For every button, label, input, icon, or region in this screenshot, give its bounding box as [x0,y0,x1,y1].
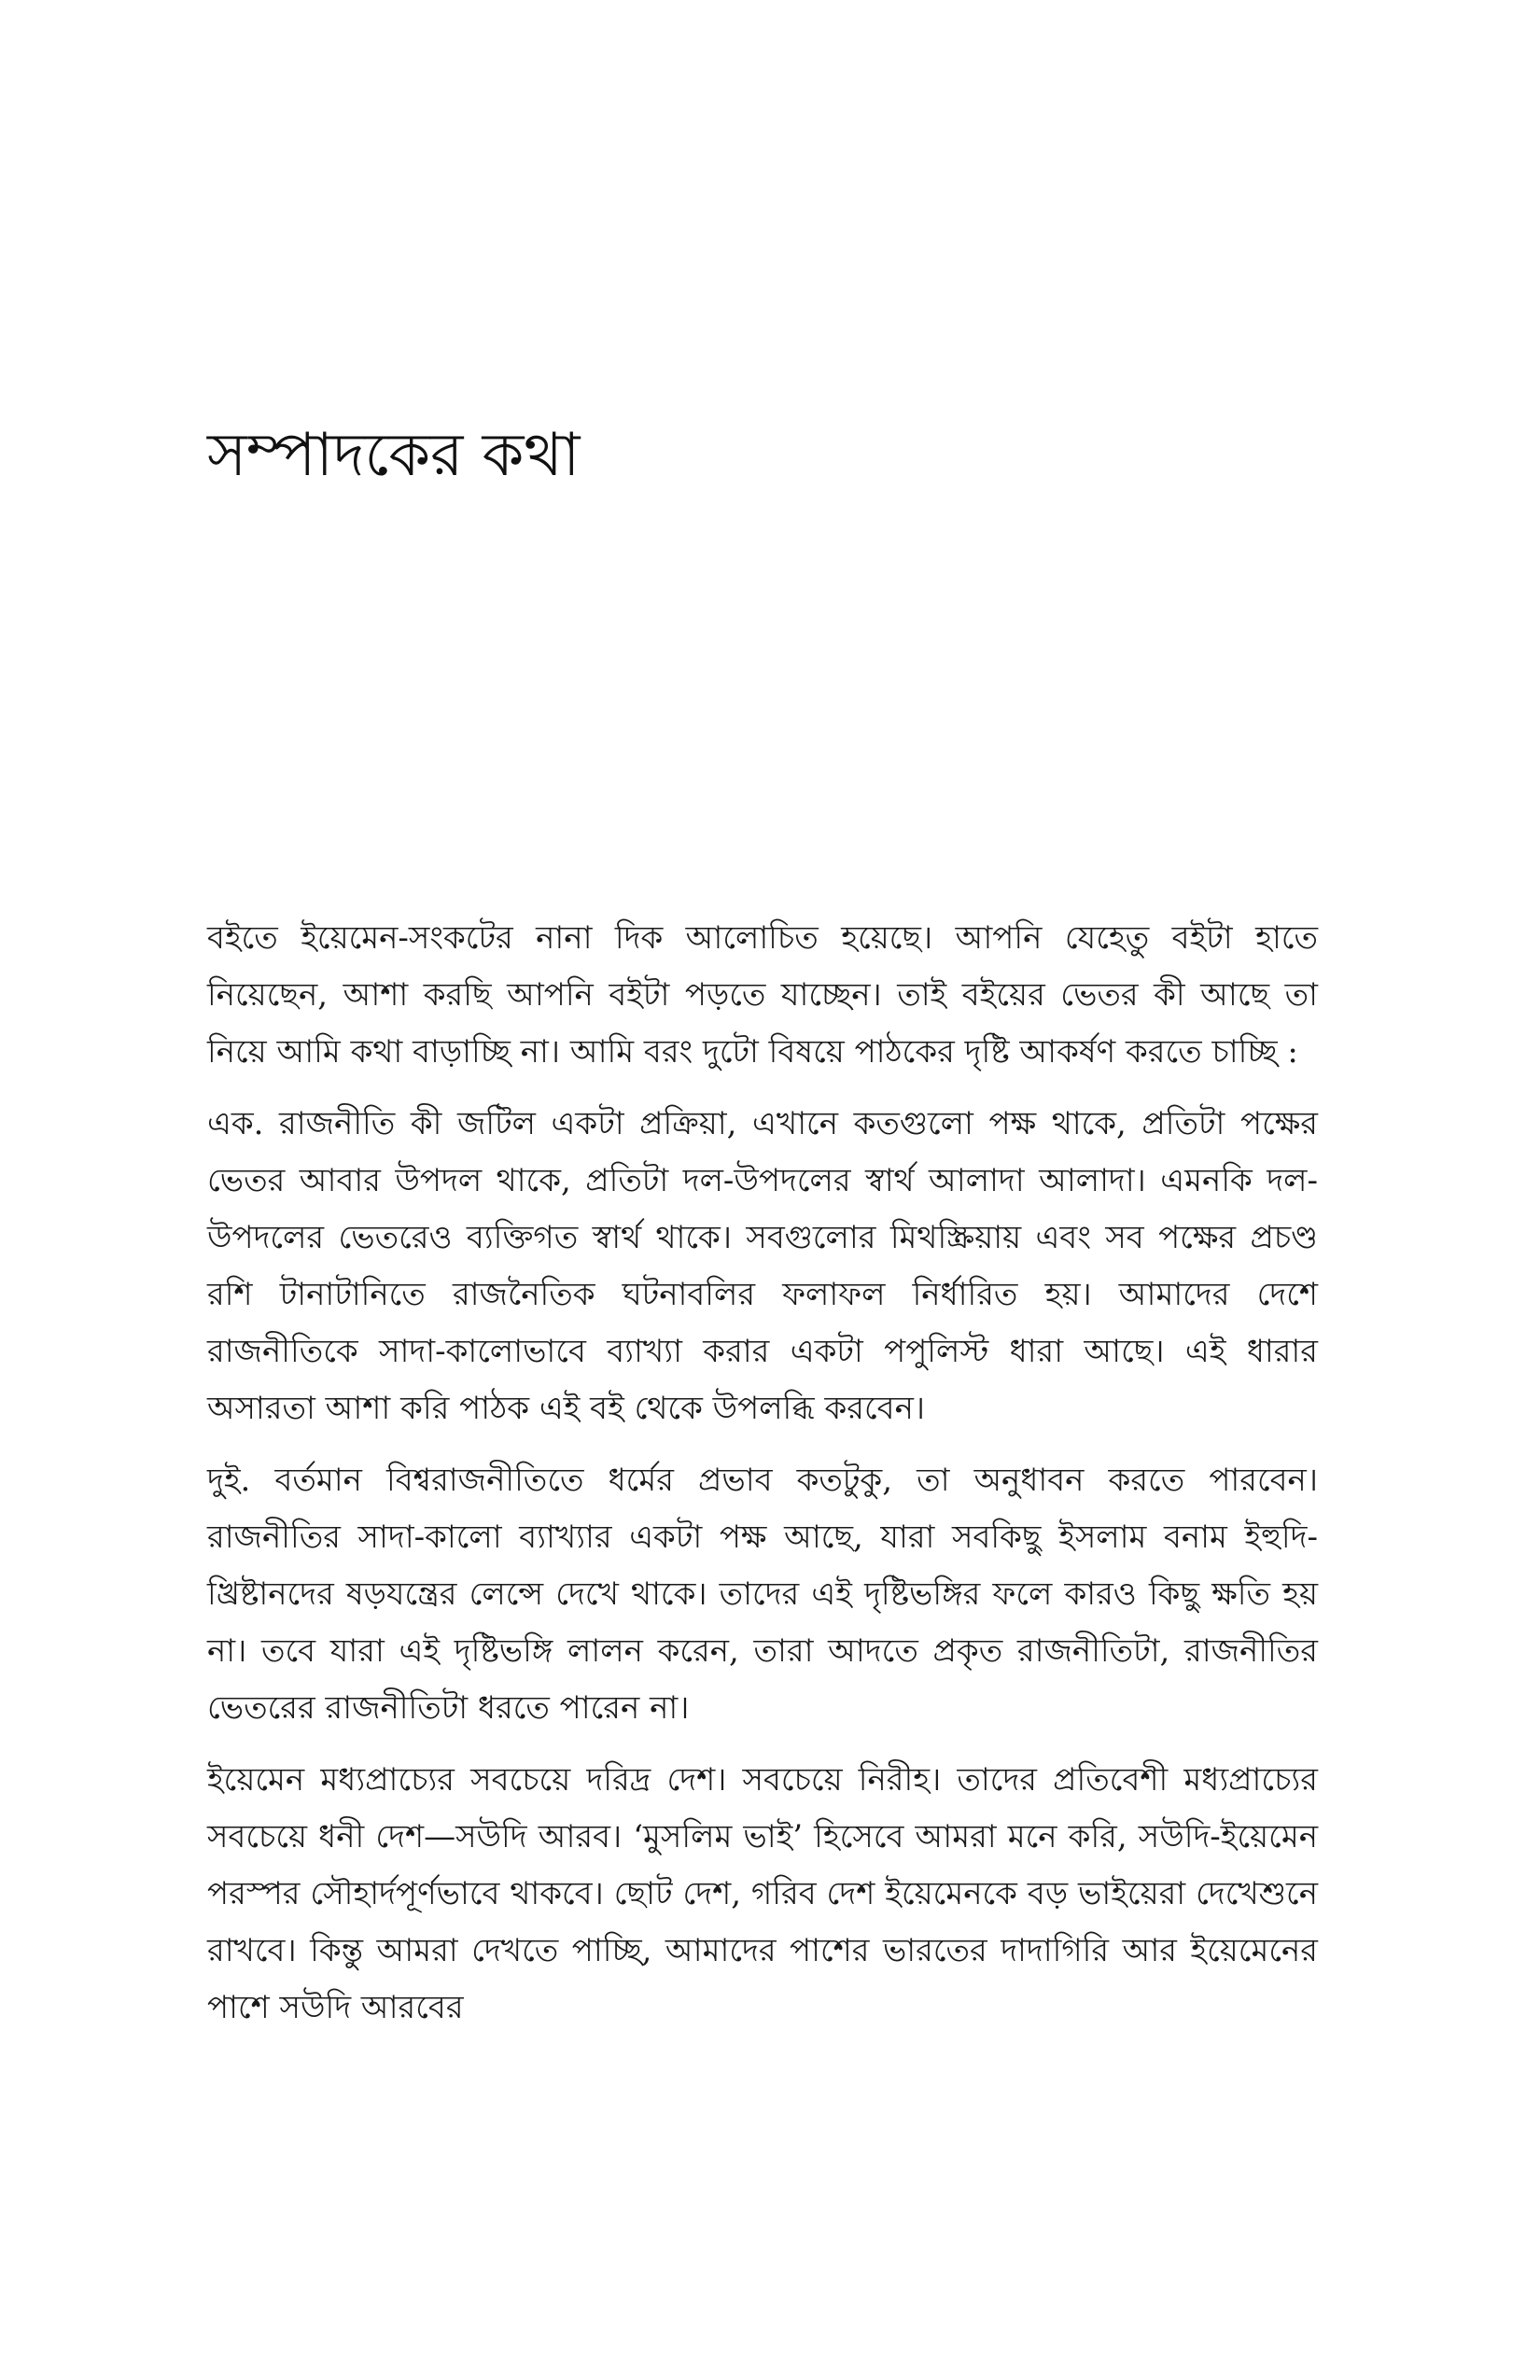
paragraph-yemen: ইয়েমেন মধ্যপ্রাচ্যের সবচেয়ে দরিদ্র দেশ। সবচেয়ে নিরীহ। তাদের প্রতিবেশী মধ্যপ্রাচ্যের সবচেয়ে ধনী দেশ—সউদি আরব। ‘মুসলিম ভাই’ হিসেবে আমরা মনে করি, সউদি-ইয়েমেন পরস্পর সৌহার্দপূর্ণভাবে থাকবে। ছোট দেশ, গরিব দেশ ইয়েমেনকে বড় ভাইয়েরা দেখেশুনে রাখবে। কিন্তু আমরা দেখতে পাচ্ছি, আমাদের পাশের ভারতের দাদাগিরি আর ইয়েমেনের পাশে সউদি আরবের [207,1761,1318,2026]
chapter-title: সম্পাদকের কথা [207,421,581,490]
paragraph-point-two: দুই. বর্তমান বিশ্বরাজনীতিতে ধর্মের প্রভাব কতটুকু, তা অনুধাবন করতে পারবেন। রাজনীতির সাদা-কালো ব্যাখ্যার একটা পক্ষ আছে, যারা সবকিছু ইসলাম বনাম ইহুদি-খ্রিষ্টানদের ষড়যন্ত্রের লেন্সে দেখে থাকে। তাদের এই দৃষ্টিভঙ্গির ফলে কারও কিছু ক্ষতি হয় না। তবে যারা এই দৃষ্টিভঙ্গি লালন করেন, তারা আদতে প্রকৃত রাজনীতিটা, রাজনীতির ভেতরের রাজনীতিটা ধরতে পারেন না। [207,1462,1318,1727]
paragraph-point-one: এক. রাজনীতি কী জটিল একটা প্রক্রিয়া, এখানে কতগুলো পক্ষ থাকে, প্রতিটা পক্ষের ভেতর আবার উপদল থাকে, প্রতিটা দল-উপদলের স্বার্থ আলাদা আলাদা। এমনকি দল-উপদলের ভেতরেও ব্যক্তিগত স্বার্থ থাকে। সবগুলোর মিথস্ক্রিয়ায় এবং সব পক্ষের প্রচণ্ড রশি টানাটানিতে রাজনৈতিক ঘটনাবলির ফলাফল নির্ধারিত হয়। আমাদের দেশে রাজনীতিকে সাদা-কালোভাবে ব্যাখ্যা করার একটা পপুলিস্ট ধারা আছে। এই ধারার অসারতা আশা করি পাঠক এই বই থেকে উপলব্ধি করবেন। [207,1105,1318,1427]
body-text [207,910,1318,2051]
paragraph-intro: বইতে ইয়েমেন-সংকটের নানা দিক আলোচিত হয়েছে। আপনি যেহেতু বইটা হাতে নিয়েছেন, আশা করছি আপনি বইটা পড়তে যাচ্ছেন। তাই বইয়ের ভেতর কী আছে তা নিয়ে আমি কথা বাড়াচ্ছি না। আমি বরং দুটো বিষয়ে পাঠকের দৃষ্টি আকর্ষণ করতে চাচ্ছি : [207,919,1318,1071]
